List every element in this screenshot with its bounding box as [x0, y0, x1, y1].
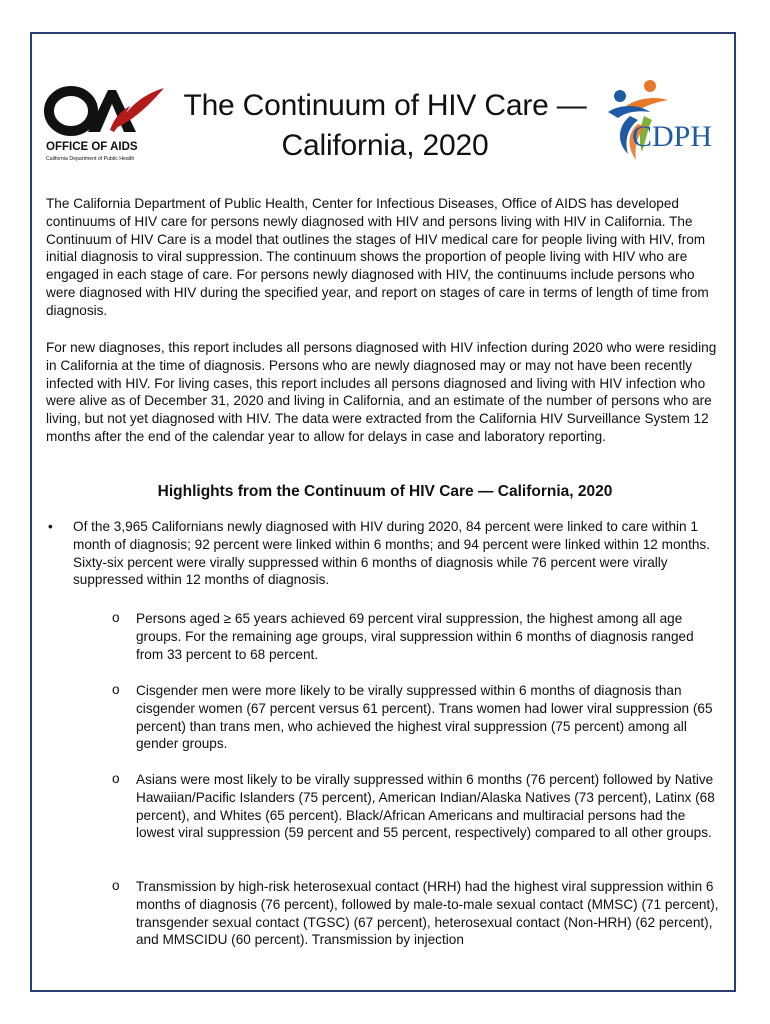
- sub-bullet-symbol: o: [112, 610, 120, 625]
- bullet-symbol: •: [48, 519, 53, 534]
- sub-bullet-text: Asians were most likely to be virally suppressed within 6 months (76 percent) followed by Native Hawaiian/Pacific Islanders (75 percent), American Indian/Alaska Natives (73 percent), Latinx (68 percent), and Whites (65 percent). Black/African Americans and multiracial persons had the lowest viral suppression (59 percent and 55 percent, respectively) compared to all other groups.: [136, 772, 715, 841]
- cdph-logo-text: CDPH: [632, 120, 713, 153]
- intro-paragraph-1: The California Department of Public Health, Center for Infectious Diseases, Office of AIDS has developed continuums of HIV care for persons newly diagnosed with HIV and persons living with HIV in California. The Continuum of HIV Care is a model that outlines the stages of HIV medical care for people living with HIV, from initial diagnosis to viral suppression. The continuum shows the proportion of people living with HIV who are engaged in each stage of care. For persons newly diagnosed with HIV, the continuums include persons who were diagnosed with HIV during the specified year, and report on stages of care in terms of length of time from diagnosis.: [46, 196, 709, 318]
- office-of-aids-logo-graphic: [44, 84, 168, 164]
- intro-paragraph-2: For new diagnoses, this report includes all persons diagnosed with HIV infection during 2020 who were residing in California at the time of diagnosis. Persons who are newly diagnosed may or may not have been recently infected with HIV. For living cases, this report includes all persons diagnosed and living with HIV infection who were alive as of December 31, 2020 and living in California, and an estimate of the number of persons who are living, but not yet diagnosed with HIV. The data were extracted from the California HIV Surveillance System 12 months after the end of the calendar year to allow for delays in case and laboratory reporting.: [46, 340, 717, 444]
- main-bullet-text: Of the 3,965 Californians newly diagnosed with HIV during 2020, 84 percent were linked to care within 1 month of diagnosis; 92 percent were linked within 6 months; and 94 percent were linked within 12 months. Sixty-six percent were virally suppressed within 6 months of diagnosis while 76 percent were virally suppressed within 12 months of diagnosis.: [73, 519, 711, 588]
- office-of-aids-logo-subtext: California Department of Public Health: [46, 156, 135, 162]
- cdph-logo-graphic: [598, 76, 722, 166]
- sub-bullet-text: Persons aged ≥ 65 years achieved 69 percent viral suppression, the highest among all age groups. For the remaining age groups, viral suppression within 6 months of diagnosis ranged from 33 percent to 68 percent.: [136, 611, 694, 662]
- page-border: [30, 32, 736, 992]
- office-of-aids-logo-text: OFFICE OF AIDS: [46, 141, 138, 153]
- sub-bullet-symbol: o: [112, 771, 120, 786]
- sub-bullet-text: Cisgender men were more likely to be virally suppressed within 6 months of diagnosis than cisgender women (67 percent versus 61 percent). Trans women had lower viral suppression (65 percent) than trans men, who achieved the highest viral suppression (75 percent) among all gender groups.: [136, 683, 713, 752]
- highlights-heading: Highlights from the Continuum of HIV Care — California, 2020: [157, 483, 613, 500]
- office-of-aids-logo: [44, 84, 168, 164]
- sub-bullet-text: Transmission by high-risk heterosexual contact (HRH) had the highest viral suppression within 6 months of diagnosis (76 percent), followed by male-to-male sexual contact (MMSC) (71 percent), transgender sexual contact (TGSC) (67 percent), heterosexual contact (Non-HRH) (62 percent), and MMSCIDU (60 percent). Transmission by injection: [136, 879, 719, 948]
- sub-bullet-symbol: o: [112, 682, 120, 697]
- cdph-logo: [598, 76, 722, 166]
- page-title: The Continuum of HIV Care — California, 2020: [183, 89, 587, 162]
- sub-bullet-symbol: o: [112, 878, 120, 893]
